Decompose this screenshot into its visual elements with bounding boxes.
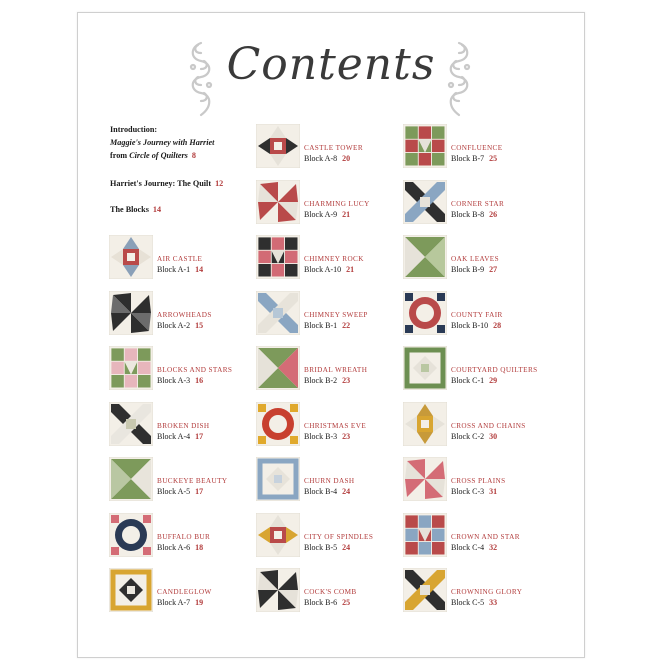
- block-page-number: 21: [342, 209, 351, 219]
- quilt-block-icon: [403, 180, 447, 224]
- block-code-line: [157, 432, 203, 441]
- block-entry: [403, 235, 553, 281]
- block-code-line: [157, 487, 203, 496]
- quilt-block-icon: [403, 513, 447, 557]
- block-code: Block C-3: [451, 487, 485, 496]
- block-code-line: [451, 543, 497, 552]
- block-code: Block A-10: [304, 265, 342, 274]
- block-entry: [403, 457, 553, 503]
- block-code: Block A-7: [157, 598, 191, 607]
- block-page-number: 20: [342, 154, 351, 163]
- block-code-line: [157, 598, 203, 607]
- quilt-block-icon: [109, 291, 153, 335]
- block-code-line: [451, 376, 497, 385]
- block-code: Block B-5: [304, 542, 338, 552]
- block-page-number: 15: [195, 320, 204, 330]
- quilt-block-icon: [403, 402, 447, 446]
- quilt-block-icon: [256, 402, 300, 446]
- intro-section: [110, 123, 214, 162]
- block-code-line: [304, 376, 350, 385]
- block-code-line: [451, 487, 497, 496]
- block-name: COUNTY FAIR: [451, 310, 503, 319]
- quilt-block-icon: [109, 513, 153, 557]
- block-entry: [256, 124, 406, 170]
- block-entry: [109, 346, 259, 392]
- quilt-block-icon: [256, 180, 300, 224]
- block-page-number: 32: [489, 542, 498, 552]
- block-code: Block B-9: [451, 265, 485, 274]
- quilt-block-icon: [256, 291, 300, 335]
- block-page-number: 24: [342, 487, 351, 496]
- quilt-block-icon: [403, 457, 447, 501]
- block-name: CASTLE TOWER: [304, 144, 364, 152]
- block-entry: [256, 180, 406, 226]
- block-name: CANDLEGLOW: [157, 588, 212, 596]
- block-code-line: [304, 321, 350, 330]
- block-entry: [109, 513, 259, 559]
- blocks-entry: [110, 203, 161, 216]
- block-name: BRIDAL WREATH: [304, 366, 368, 374]
- block-code: Block C-5: [451, 598, 485, 607]
- block-code-line: [451, 432, 497, 441]
- block-code: Block B-4: [304, 487, 338, 496]
- block-code: Block B-3: [304, 431, 338, 441]
- block-code-line: [304, 154, 350, 163]
- block-code-line: [451, 598, 497, 607]
- block-page-number: 17: [195, 431, 204, 441]
- block-code-line: [157, 265, 203, 274]
- block-name: CHURN DASH: [304, 477, 355, 485]
- block-entry: [256, 346, 406, 392]
- block-code: Block B-10: [451, 320, 489, 330]
- blocks-label: The Blocks: [110, 205, 149, 214]
- block-code-line: [451, 154, 497, 163]
- block-code: Block A-6: [157, 542, 191, 552]
- quilt-block-icon: [109, 568, 153, 612]
- intro-heading: Introduction:: [110, 125, 158, 134]
- quilt-block-icon: [256, 124, 300, 168]
- block-name: CROWN AND STAR: [451, 532, 520, 541]
- block-name: CORNER STAR: [451, 199, 505, 208]
- block-code: Block A-1: [157, 265, 191, 274]
- blocks-page-number: 14: [152, 205, 162, 214]
- quilt-block-icon: [109, 346, 153, 390]
- intro-page-number: 8: [191, 151, 196, 160]
- block-code: Block A-3: [157, 376, 191, 385]
- block-name: CROSS AND CHAINS: [451, 421, 526, 430]
- block-name: BUFFALO BUR: [157, 532, 211, 541]
- block-code-line: [157, 376, 203, 385]
- block-entry: [403, 180, 553, 226]
- block-page-number: 33: [489, 598, 498, 607]
- block-code: Block C-2: [451, 431, 485, 441]
- block-page-number: 22: [342, 320, 351, 330]
- quilt-block-icon: [403, 346, 447, 390]
- block-name: CHARMING LUCY: [304, 199, 370, 208]
- quilt-block-icon: [256, 513, 300, 557]
- block-name: CHIMNEY SWEEP: [304, 310, 368, 319]
- block-code: Block B-7: [451, 154, 485, 163]
- block-code: Block B-6: [304, 598, 338, 607]
- journey-label: Harriet's Journey: The Quilt: [110, 179, 212, 188]
- block-page-number: 16: [195, 376, 204, 385]
- block-entry: [256, 513, 406, 559]
- block-name: CROSS PLAINS: [451, 477, 506, 485]
- block-entry: [403, 568, 553, 614]
- block-page-number: 18: [195, 542, 204, 552]
- block-code-line: [451, 265, 497, 274]
- quilt-block-icon: [256, 235, 300, 279]
- block-name: COCK'S COMB: [304, 588, 357, 596]
- block-name: BUCKEYE BEAUTY: [157, 477, 228, 485]
- page-title: Contents: [226, 39, 436, 90]
- block-code: Block B-8: [451, 209, 485, 219]
- block-name: ARROWHEADS: [157, 310, 212, 319]
- block-name: CROWNING GLORY: [451, 588, 523, 596]
- block-entry: [109, 235, 259, 281]
- block-code-line: [157, 321, 203, 330]
- block-name: BROKEN DISH: [157, 421, 210, 430]
- block-code-line: [304, 265, 354, 274]
- block-entry: [109, 291, 259, 337]
- block-code: Block A-9: [304, 209, 338, 219]
- block-name: OAK LEAVES: [451, 255, 499, 263]
- block-name: COURTYARD QUILTERS: [451, 366, 538, 374]
- quilt-block-icon: [403, 124, 447, 168]
- block-name: CHIMNEY ROCK: [304, 255, 364, 263]
- block-page-number: 17: [195, 487, 204, 496]
- block-code-line: [304, 598, 350, 607]
- quilt-block-icon: [403, 235, 447, 279]
- block-code: Block A-4: [157, 431, 191, 441]
- block-code-line: [304, 432, 350, 441]
- block-code: Block C-1: [451, 376, 485, 385]
- block-name: CONFLUENCE: [451, 144, 503, 152]
- block-code: Block B-2: [304, 376, 338, 385]
- block-code: Block B-1: [304, 320, 338, 330]
- intro-from-prefix: from: [110, 151, 130, 160]
- block-entry: [403, 346, 553, 392]
- block-code-line: [304, 487, 350, 496]
- block-entry: [256, 235, 406, 281]
- block-page-number: 24: [342, 542, 351, 552]
- block-entry: [256, 402, 406, 448]
- quilt-block-icon: [109, 235, 153, 279]
- journey-entry: [110, 177, 223, 190]
- quilt-block-icon: [403, 568, 447, 612]
- block-name: CITY OF SPINDLES: [304, 532, 374, 541]
- intro-subtitle: Maggie's Journey with Harriet: [110, 138, 215, 147]
- block-code: Block A-2: [157, 320, 191, 330]
- block-entry: [256, 568, 406, 614]
- quilt-block-icon: [256, 568, 300, 612]
- block-code: Block A-8: [304, 154, 338, 163]
- block-entry: [256, 457, 406, 503]
- block-page-number: 30: [489, 431, 498, 441]
- block-code: Block C-4: [451, 542, 485, 552]
- quilt-block-icon: [256, 346, 300, 390]
- quilt-block-icon: [403, 291, 447, 335]
- block-page-number: 14: [195, 265, 204, 274]
- block-page-number: 21: [346, 265, 355, 274]
- block-code-line: [451, 210, 497, 219]
- block-entry: [403, 291, 553, 337]
- block-name: BLOCKS AND STARS: [157, 366, 233, 374]
- quilt-block-icon: [109, 402, 153, 446]
- intro-book-title: Circle of Quilters: [129, 151, 188, 160]
- block-page-number: 28: [493, 320, 502, 330]
- block-entry: [109, 457, 259, 503]
- block-page-number: 23: [342, 431, 351, 441]
- block-page-number: 26: [489, 209, 498, 219]
- block-entry: [403, 513, 553, 559]
- block-name: CHRISTMAS EVE: [304, 421, 367, 430]
- journey-page-number: 12: [215, 179, 224, 188]
- block-page-number: 31: [489, 487, 498, 496]
- block-page-number: 25: [489, 154, 498, 163]
- block-entry: [109, 568, 259, 614]
- block-code-line: [451, 321, 501, 330]
- block-entry: [256, 291, 406, 337]
- block-name: AIR CASTLE: [157, 255, 203, 263]
- block-entry: [403, 124, 553, 170]
- block-entry: [403, 402, 553, 448]
- block-entry: [109, 402, 259, 448]
- block-page-number: 27: [489, 265, 498, 274]
- quilt-block-icon: [256, 457, 300, 501]
- block-code-line: [157, 543, 203, 552]
- block-code-line: [304, 543, 350, 552]
- quilt-block-icon: [109, 457, 153, 501]
- block-page-number: 29: [489, 376, 498, 385]
- contents-page: [77, 12, 585, 658]
- block-page-number: 23: [342, 376, 351, 385]
- block-code-line: [304, 210, 350, 219]
- block-code: Block A-5: [157, 487, 191, 496]
- block-page-number: 19: [195, 598, 204, 607]
- block-page-number: 25: [342, 598, 351, 607]
